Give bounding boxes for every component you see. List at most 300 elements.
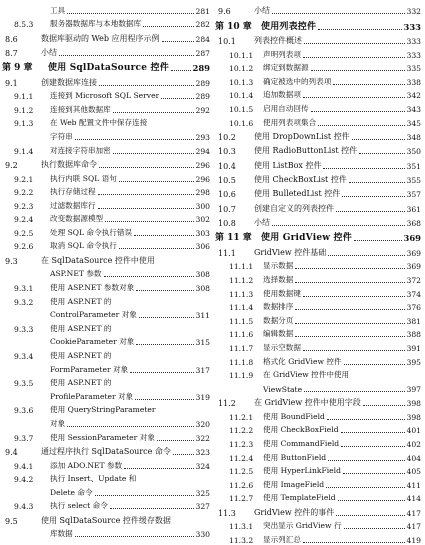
toc-leader-dots [98, 194, 194, 195]
toc-entry [215, 156, 421, 170]
toc-page-number: 330 [195, 530, 210, 540]
toc-entry-number: 11.2.7 [229, 494, 254, 504]
toc-leader-dots [303, 350, 405, 351]
toc-entry [2, 29, 210, 43]
toc-entry-number: 9.3.7 [14, 433, 34, 443]
toc-entry-title: 使用 TemplateField [263, 493, 336, 503]
toc-page-number: 306 [195, 242, 210, 252]
toc-page-number: 338 [406, 77, 421, 87]
toc-page-number: 345 [406, 118, 421, 128]
toc-leader-dots [136, 344, 193, 345]
toc-entry-number: 10.1.5 [229, 104, 254, 114]
toc-entry-number: 10.2 [218, 132, 236, 142]
toc-entry-number: 11.2.2 [229, 426, 254, 436]
toc-chapter-entry [2, 58, 210, 73]
toc-leader-dots [323, 168, 404, 169]
toc-entry-title: 编辑数据 [263, 329, 294, 339]
toc-page-number: 414 [406, 494, 421, 504]
toc-entry-title: 在 GridView 控件中使用字段 [254, 398, 361, 408]
toc-entry-number: 10.1.1 [229, 50, 254, 60]
toc-entry-title: 在 SqlDataSource 控件中使用 [41, 255, 155, 265]
toc-leader-dots [135, 399, 193, 400]
toc-entry-number: 9.2 [5, 160, 18, 170]
toc-entry-title: 执行 Insert、Update 和 [50, 474, 137, 484]
toc-entry [215, 353, 421, 367]
toc-leader-dots [139, 317, 194, 318]
toc-entry-number: 9.1.4 [14, 146, 34, 156]
toc-entry-title: 使用列表控件 [261, 21, 317, 32]
toc-entry-title: 对象 [50, 418, 66, 428]
toc-leader-dots [75, 536, 194, 537]
toc-leader-dots [311, 111, 405, 112]
toc-entry [215, 435, 421, 449]
toc-page-number: 419 [406, 535, 421, 545]
toc-entry-title: 使用 ImageField [263, 479, 325, 489]
toc-entry [215, 503, 421, 517]
toc-entry-title: Delete 命令 [50, 487, 93, 497]
toc-leader-dots [59, 55, 194, 56]
toc-entry-title: 过滤数据库行 [50, 200, 96, 210]
toc-entry [215, 258, 421, 272]
toc-entry-title: 使用 ASP.NET 的 [50, 378, 112, 388]
toc-entry-title: 使用 HyperLinkField [263, 466, 341, 476]
toc-page-number: 324 [195, 461, 210, 471]
toc-entry [215, 214, 421, 228]
toc-page-number: 361 [406, 204, 421, 214]
toc-entry-title: 在 GridView 控件中使用 [263, 370, 350, 380]
toc-entry-title: 小结 [254, 6, 270, 16]
toc-entry-number: 11.2.6 [229, 480, 254, 490]
toc-entry [2, 293, 210, 307]
toc-page-number: 284 [195, 34, 210, 44]
toc-entry-title: 小结 [254, 218, 270, 228]
toc-leader-dots [338, 500, 405, 501]
toc-leader-dots [119, 248, 194, 249]
toc-leader-dots [328, 460, 404, 461]
toc-entry-number: 11.1.3 [229, 289, 254, 299]
toc-entry-title: 使用 DropDownList 控件 [254, 131, 350, 141]
toc-entry-title: CookieParameter 对象 [50, 337, 135, 347]
toc-leader-dots [363, 405, 405, 406]
toc-entry-title: 选择数据 [263, 275, 294, 285]
toc-entry [215, 128, 421, 142]
toc-leader-dots [344, 528, 405, 529]
toc-entry-number: 第 10 章 [215, 21, 252, 32]
toc-entry-title: 数据库驱动的 Web 应用程序示例 [41, 33, 160, 43]
toc-leader-dots [333, 84, 404, 85]
toc-entry [2, 184, 210, 198]
toc-entry-title: 执行内联 SQL 语句 [50, 173, 117, 183]
toc-page-number: 404 [406, 453, 421, 463]
toc-entry-title: 数据排序 [263, 302, 294, 312]
toc-page-number: 343 [406, 104, 421, 114]
toc-leader-dots [311, 70, 405, 71]
toc-entry-number: 9.2.3 [14, 201, 34, 211]
toc-page-number: 369 [403, 233, 421, 244]
toc-entry-title: 取消 SQL 命令执行 [50, 241, 117, 251]
toc-page-number: 302 [195, 215, 210, 225]
toc-entry-number: 10.8 [218, 219, 236, 229]
toc-entry-number: 9.4 [5, 447, 18, 457]
toc-page-number: 289 [195, 92, 210, 102]
toc-leader-dots [162, 41, 194, 42]
toc-entry-number: 9.4.3 [14, 502, 34, 512]
toc-entry-number: 9.3.2 [14, 297, 34, 307]
toc-entry [2, 388, 210, 402]
toc-entry [2, 170, 210, 184]
toc-leader-dots [119, 181, 194, 182]
toc-entry-number: 11.2.3 [229, 439, 254, 449]
toc-leader-dots [318, 125, 404, 126]
toc-leader-dots [161, 98, 193, 99]
toc-leader-dots [110, 508, 194, 509]
toc-leader-dots [272, 225, 405, 226]
toc-leader-dots [75, 139, 194, 140]
toc-page-number: 411 [406, 480, 421, 490]
toc-leader-dots [318, 29, 401, 30]
toc-entry [215, 299, 421, 313]
toc-entry-number: 10.1 [218, 36, 236, 46]
toc-entry-title: 执行 select 命令 [50, 501, 108, 511]
toc-entry-title: 使用 ASP.NET 的 [50, 323, 112, 333]
toc-entry-title: 声明列表项 [263, 49, 301, 59]
toc-page-number: 294 [195, 146, 210, 156]
toc-page-number: 281 [195, 6, 210, 16]
toc-entry-title: 使用 SessionParameter 对象 [50, 432, 155, 442]
toc-leader-dots [295, 323, 404, 324]
toc-entry-number: 11.2.1 [229, 412, 254, 422]
toc-leader-dots [105, 221, 193, 222]
toc-entry-title: 通过程序执行 SqlDataSource 命令 [41, 446, 171, 456]
toc-entry-title: 连接到 Microsoft SQL Server [50, 91, 160, 101]
toc-entry-number: 9.4.1 [14, 461, 34, 471]
toc-entry-number: 10.1.3 [229, 77, 254, 87]
toc-entry-number: 10.1.2 [229, 64, 254, 74]
toc-entry-title: 格式化 GridView 控件 [263, 356, 342, 366]
toc-leader-dots [95, 495, 194, 496]
toc-entry [2, 197, 210, 211]
toc-entry-title: 使用 ButtonField [263, 452, 327, 462]
toc-page-number: 333 [406, 36, 421, 46]
toc-entry [215, 199, 421, 213]
toc-page-number: 296 [195, 160, 210, 170]
toc-entry [2, 320, 210, 334]
toc-page-number: 357 [406, 190, 421, 200]
toc-left-column [2, 2, 210, 539]
toc-page-number: 381 [406, 316, 421, 326]
toc-entry [2, 361, 210, 375]
toc-page-number: 369 [406, 262, 421, 272]
toc-leader-dots [113, 153, 194, 154]
toc-leader-dots [352, 139, 405, 140]
toc-entry-number: 11.3 [218, 508, 236, 518]
toc-entry-title: 在 Web 配置文件中保存连接 [50, 118, 148, 128]
toc-entry-number: 9.2.5 [14, 228, 34, 238]
toc-entry [2, 115, 210, 129]
toc-entry-number: 9.3.1 [14, 284, 34, 294]
toc-entry-title: 使用 CheckBoxField [263, 425, 339, 435]
toc-page-number: 322 [195, 433, 210, 443]
toc-entry-number: 10.4 [218, 161, 236, 171]
toc-page-number: 296 [195, 174, 210, 184]
toc-page-number: 401 [406, 426, 421, 436]
toc-entry-number: 8.6 [5, 34, 18, 44]
toc-leader-dots [342, 196, 404, 197]
toc-entry [215, 271, 421, 285]
toc-entry-number: 9.4.2 [14, 475, 34, 485]
toc-page-number: 289 [195, 78, 210, 88]
toc-page-number: 332 [406, 7, 421, 17]
toc-leader-dots [295, 309, 404, 310]
toc-entry-title: 使用数据键 [263, 288, 301, 298]
toc-entry [215, 171, 421, 185]
toc-entry [2, 471, 210, 485]
toc-page-number: 369 [406, 248, 421, 258]
toc-entry-title: 使用 ASP.NET 参数对象 [50, 283, 135, 293]
toc-entry-title: ControlParameter 对象 [50, 310, 137, 320]
toc-entry-number: 10.1.6 [229, 118, 254, 128]
toc-entry-number: 9.2.1 [14, 174, 34, 184]
toc-leader-dots [143, 26, 193, 27]
toc-entry [2, 73, 210, 87]
toc-entry [215, 46, 421, 60]
toc-entry-title: GridView 控件的事件 [254, 507, 335, 517]
toc-leader-dots [303, 296, 405, 297]
toc-entry-number: 9.6 [218, 7, 231, 17]
toc-entry [215, 285, 421, 299]
toc-entry-title: 使用 CommandField [263, 438, 340, 448]
toc-leader-dots [304, 391, 404, 392]
toc-leader-dots [336, 515, 404, 516]
toc-leader-dots [359, 153, 404, 154]
toc-entry-title: 使用 BulletedList 控件 [254, 189, 341, 199]
toc-entry [215, 367, 421, 381]
toc-entry [2, 279, 210, 293]
toc-entry-title: 列表控件概述 [254, 35, 302, 45]
toc-entry-title: 突出显示 GridView 行 [263, 521, 342, 531]
toc-entry [2, 415, 210, 429]
toc-entry [2, 347, 210, 361]
toc-entry [2, 511, 210, 525]
toc-entry-title: 执行存储过程 [50, 187, 96, 197]
toc-leader-dots [303, 97, 405, 98]
toc-entry-number: 10.3 [218, 147, 236, 157]
toc-entry [2, 498, 210, 512]
toc-entry [2, 334, 210, 348]
toc-page-number: 327 [195, 502, 210, 512]
toc-entry [215, 243, 421, 257]
toc-page-number: 317 [195, 365, 210, 375]
toc-entry-number: 11.3.2 [229, 535, 254, 545]
toc-leader-dots [130, 372, 193, 373]
toc-chapter-entry [215, 16, 421, 31]
toc-entry-number: 10.1.4 [229, 91, 254, 101]
toc-page-number: 293 [195, 132, 210, 142]
toc-leader-dots [157, 440, 194, 441]
toc-entry-title: 使用 SqlDataSource 控件缓存数据 [41, 515, 171, 525]
toc-leader-dots [344, 364, 405, 365]
toc-leader-dots [104, 276, 194, 277]
toc-page-number: 398 [406, 399, 421, 409]
toc-leader-dots [171, 70, 191, 71]
toc-entry-title: 小结 [41, 47, 57, 57]
toc-leader-dots [136, 290, 193, 291]
toc-page-number: 319 [195, 392, 210, 402]
toc-entry-number: 11.1.2 [229, 276, 254, 286]
toc-page-number: 374 [406, 289, 421, 299]
toc-page-number: 311 [195, 311, 210, 321]
toc-page-number: 391 [406, 344, 421, 353]
toc-page-number: 308 [195, 270, 210, 280]
toc-entry-title: 连接到其他数据库 [50, 104, 111, 114]
toc-entry [2, 251, 210, 265]
toc-entry [2, 2, 210, 16]
toc-entry-title: 使用 CheckBoxList 控件 [254, 175, 347, 185]
toc-entry-title: 数据分页 [263, 315, 294, 325]
toc-leader-dots [272, 13, 405, 14]
toc-entry [2, 142, 210, 156]
toc-page-number: 333 [406, 50, 421, 60]
toc-entry-title: 绑定到数据源 [263, 63, 309, 73]
toc-entry [2, 266, 210, 280]
toc-entry [215, 312, 421, 326]
toc-entry-number: 9.1.2 [14, 105, 34, 115]
toc-entry-number: 9.3.6 [14, 406, 34, 416]
toc-entry-number: 8.7 [5, 48, 18, 58]
toc-entry-title: 使用 ListBox 控件 [254, 160, 322, 170]
toc-entry [2, 16, 210, 30]
toc-entry-title: 使用 SqlDataSource 控件 [48, 63, 169, 74]
toc-entry [2, 402, 210, 416]
toc-page-number: 350 [406, 147, 421, 157]
toc-entry [215, 394, 421, 408]
toc-entry-title: 使用 ASP.NET 的 [50, 296, 112, 306]
toc-entry-number: 10.5 [218, 176, 236, 186]
toc-entry [215, 100, 421, 114]
toc-entry-title: 执行数据库命令 [41, 159, 97, 169]
toc-entry-title: ProfileParameter 对象 [50, 391, 134, 401]
toc-entry-title: 创建数据库连接 [41, 77, 97, 87]
toc-entry-title: 显示空数据 [263, 343, 301, 352]
toc-page-number: 289 [192, 63, 210, 74]
toc-entry [215, 114, 421, 128]
toc-leader-dots [99, 85, 194, 86]
toc-entry [2, 128, 210, 142]
toc-entry-number: 9.2.6 [14, 242, 34, 252]
toc-page-number: 351 [406, 161, 421, 171]
toc-entry [215, 449, 421, 463]
toc-leader-dots [341, 432, 405, 433]
toc-entry [2, 156, 210, 170]
toc-entry-title: 使用 RadioButtonList 控件 [254, 146, 358, 156]
toc-entry [215, 2, 421, 16]
toc-entry-number: 9.3 [5, 256, 18, 266]
toc-leader-dots [327, 419, 405, 420]
toc-entry [215, 60, 421, 74]
toc-entry [2, 101, 210, 115]
toc-entry-title: 使用 ASP.NET 的 [50, 351, 112, 361]
toc-page-number: 320 [195, 419, 210, 429]
toc-entry [2, 307, 210, 321]
toc-right-column [215, 2, 421, 545]
toc-entry [215, 531, 421, 545]
toc-entry-title: 改变数据源模型 [50, 214, 104, 224]
toc-entry [215, 476, 421, 490]
toc-chapter-entry [215, 228, 421, 243]
toc-leader-dots [124, 468, 193, 469]
toc-page-number: 303 [195, 228, 210, 238]
toc-entry-title: ASP.NET 参数 [50, 269, 102, 279]
toc-entry [2, 429, 210, 443]
toc-leader-dots [173, 454, 194, 455]
toc-leader-dots [303, 57, 405, 58]
toc-leader-dots [295, 282, 404, 283]
toc-page-number: 348 [406, 132, 421, 142]
toc-page-number: 395 [406, 357, 421, 367]
toc-leader-dots [328, 255, 404, 256]
toc-entry [2, 443, 210, 457]
toc-entry-title: 显示数据 [263, 261, 294, 271]
toc-entry [215, 408, 421, 422]
toc-page-number: 315 [195, 338, 210, 348]
toc-entry [215, 32, 421, 46]
toc-entry-number: 11.2 [218, 399, 236, 409]
toc-entry-title: 处理 SQL 命令执行错误 [50, 227, 133, 237]
toc-leader-dots [67, 13, 193, 14]
toc-entry-number: 11.1.6 [229, 330, 254, 340]
toc-entry-number: 11.1.7 [229, 344, 254, 353]
toc-entry-number: 11.1.8 [229, 357, 254, 367]
toc-entry-number: 11.1.4 [229, 303, 254, 313]
toc-entry [2, 238, 210, 252]
toc-entry-number: 9.3.4 [14, 352, 34, 362]
toc-entry [2, 88, 210, 102]
toc-entry [215, 326, 421, 340]
toc-leader-dots [134, 235, 193, 236]
toc-leader-dots [295, 268, 404, 269]
toc-entry [215, 73, 421, 87]
toc-entry-number: 11.2.4 [229, 453, 254, 463]
toc-entry-number: 11.1.9 [229, 371, 254, 381]
toc-entry-title: 库数据 [50, 529, 73, 539]
toc-entry-title: FormParameter 对象 [50, 364, 129, 374]
toc-entry-number: 11.1.5 [229, 316, 254, 326]
toc-entry [215, 422, 421, 436]
toc-entry [215, 339, 421, 353]
toc-entry-number: 11.3.1 [229, 522, 254, 532]
toc-entry-number: 9.1 [5, 78, 18, 88]
toc-entry [2, 224, 210, 238]
toc-leader-dots [67, 426, 193, 427]
toc-leader-dots [336, 211, 405, 212]
toc-entry [2, 457, 210, 471]
toc-entry-title: 创建自定义的列表控件 [254, 203, 334, 213]
toc-leader-dots [98, 208, 194, 209]
toc-entry-number: 11.1 [218, 248, 236, 258]
toc-entry [215, 380, 421, 394]
toc-entry-number: 9.1.1 [14, 92, 34, 102]
toc-entry-title: 对连接字符串加密 [50, 145, 111, 155]
toc-leader-dots [113, 112, 194, 113]
toc-entry-title: 追加数据项 [263, 90, 301, 100]
toc-page-number: 405 [406, 467, 421, 477]
toc-entry-title: GridView 控件基础 [254, 247, 327, 257]
toc-page-number: 398 [406, 412, 421, 422]
toc-page-number: 300 [195, 201, 210, 211]
toc-leader-dots [303, 542, 405, 543]
toc-entry [215, 490, 421, 504]
toc-leader-dots [99, 167, 194, 168]
